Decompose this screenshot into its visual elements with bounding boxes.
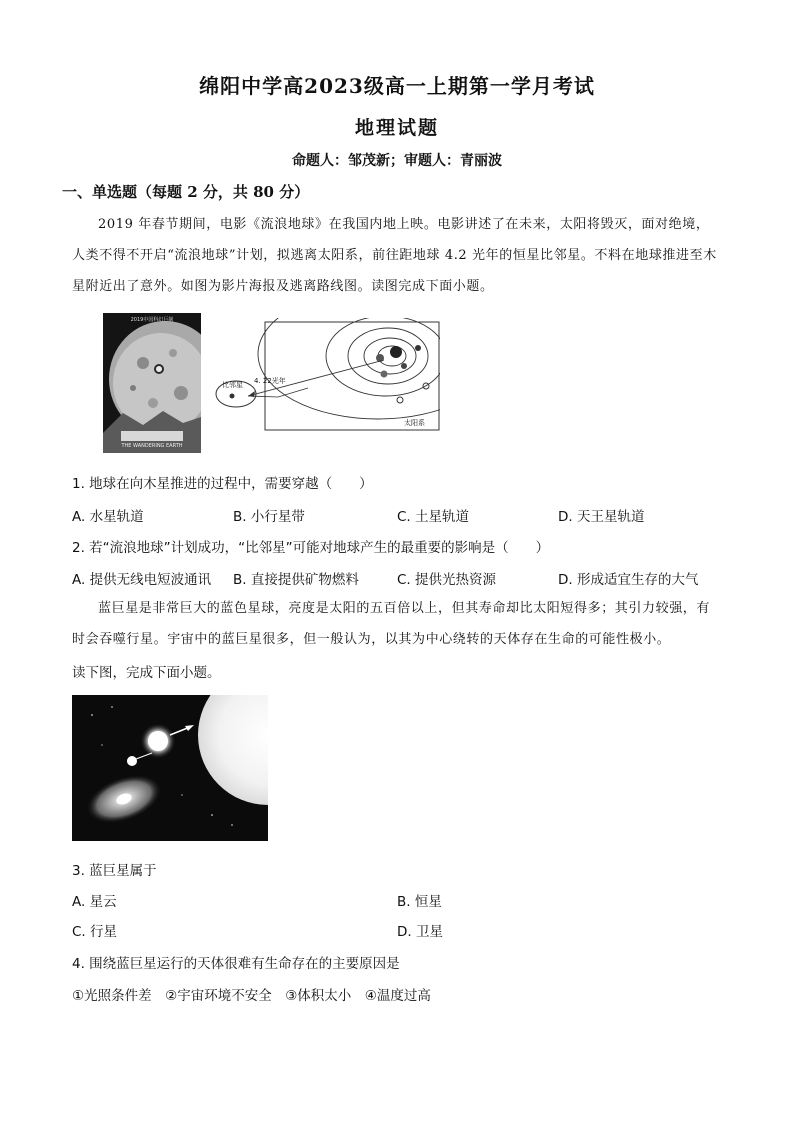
movie-poster-image [103,313,201,453]
q2-option-b[interactable]: B. 直接提供矿物燃料 [233,572,359,588]
passage-blue-giant: 蓝巨星是非常巨大的蓝色星球，亮度是太阳的五百倍以上，但其寿命却比太阳短得多；其引力较强，有时会吞噬行星。宇宙中的蓝巨星很多，但一般认为，以其为中心绕转的天体存在生命的可能性极小。 [72,601,711,647]
blue-giant-drawing [72,695,268,841]
poster-caption-top: 2019中国科幻巨制 [130,317,174,323]
q3-option-c[interactable]: C. 行星 [72,924,118,940]
route-drawing [208,318,440,431]
question-3-stem: 3. 蓝巨星属于 [72,863,157,879]
q3-option-a[interactable]: A. 星云 [72,894,117,910]
q2-option-c[interactable]: C. 提供光热资源 [397,572,497,588]
escape-route-diagram [208,318,440,431]
read-instruction: 读下图，完成下面小题。 [72,665,221,681]
distance-label: 4. 22光年 [254,377,286,385]
authors-line: 命题人：邹茂新；审题人：青丽波 [292,153,502,169]
question-4-stem: 4. 围绕蓝巨星运行的天体很难有生命存在的主要原因是 [72,956,400,972]
q3-option-d[interactable]: D. 卫星 [397,924,443,940]
poster-drawing [103,313,201,453]
subject-title: 地理试题 [354,117,439,139]
question-4-choices: ①光照条件差 ②宇宙环境不安全 ③体积太小 ④温度过高 [72,988,431,1004]
q1-option-c[interactable]: C. 土星轨道 [397,509,470,525]
q1-option-b[interactable]: B. 小行星带 [233,509,305,525]
passage-wandering-earth: 2019 年春节期间，电影《流浪地球》在我国内地上映。电影讲述了在未来，太阳将毁灭，面对绝境，人类不得不开启“流浪地球”计划，拟逃离太阳系，前往距地球 4.2 光年的恒星比邻星。不料在地球推进至木星附近出了意外。如图为影片海报及逃离路线图。读图完成下面小题。 [72,217,717,294]
poster-title-en: THE WANDERING EARTH [121,443,183,449]
q1-option-d[interactable]: D. 天王星轨道 [558,509,645,525]
q2-option-d[interactable]: D. 形成适宜生存的大气 [558,572,699,588]
blue-giant-image [72,695,268,841]
question-1-stem: 1. 地球在向木星推进的过程中，需要穿越（ ） [72,476,373,492]
q1-option-a[interactable]: A. 水星轨道 [72,509,144,525]
proxima-label: 比邻星 [222,381,243,389]
exam-title: 绵阳中学高2023级高一上期第一学月考试 [199,74,595,98]
section-heading: 一、单选题（每题 2 分，共 80 分） [62,183,310,201]
q2-option-a[interactable]: A. 提供无线电短波通讯 [72,572,212,588]
q3-option-b[interactable]: B. 恒星 [397,894,442,910]
question-2-stem: 2. 若“流浪地球”计划成功，“比邻星”可能对地球产生的最重要的影响是（ ） [72,540,550,556]
solar-system-label: 太阳系 [404,419,425,427]
